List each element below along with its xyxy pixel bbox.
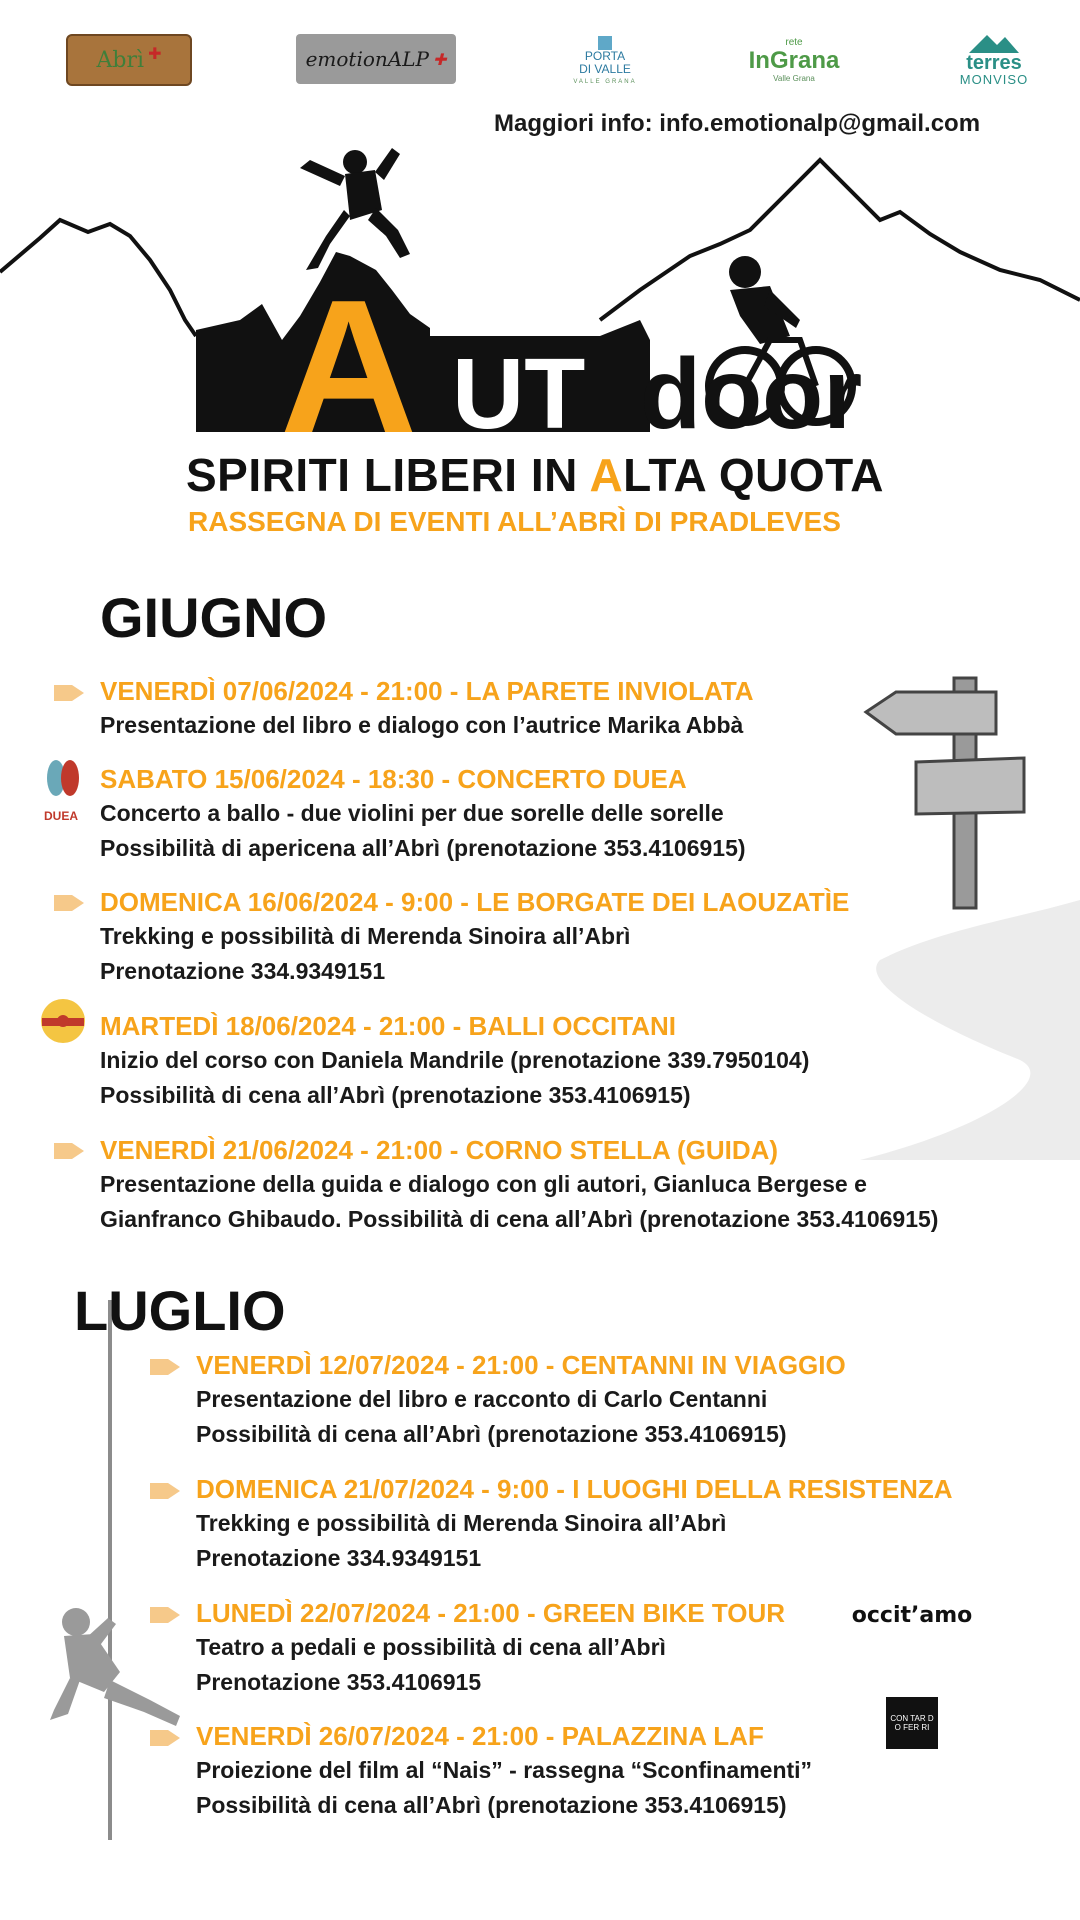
event-giugno-5 (100, 1133, 1080, 1237)
arrow-icon (150, 1481, 180, 1501)
porta-small: VALLE GRANA (573, 78, 637, 85)
ingrana-main: InGrana (748, 47, 840, 74)
event-desc-line: Possibilità di apericena all’Abrì (prenotazione 353.4106915) (100, 835, 746, 861)
title-ut: UT (452, 338, 586, 440)
tagline-part2: LTA QUOTA (623, 449, 885, 501)
hero-illustration (0, 140, 1080, 440)
mountain-icon (969, 33, 1019, 53)
event-giugno-3 (100, 885, 1080, 989)
event-giugno-1 (100, 674, 1080, 743)
tagline-highlight: A (589, 449, 624, 501)
mountain-ridge-left (0, 220, 196, 336)
event-desc-line: Gianfranco Ghibaudo. Possibilità di cena all’Abrì (prenotazione 353.4106915) (100, 1206, 939, 1232)
event-desc-line: Possibilità di cena all’Abrì (prenotazione 353.4106915) (196, 1421, 787, 1447)
terres-monviso-logo (952, 30, 1036, 90)
arrow-icon (150, 1357, 180, 1377)
month-luglio: LUGLIO (74, 1279, 286, 1342)
month-giugno: GIUGNO (100, 586, 328, 649)
event-title: SABATO 15/06/2024 - 18:30 - CONCERTO DUEA (100, 763, 687, 794)
cross-icon: ✚ (432, 49, 447, 69)
arrow-icon (54, 683, 84, 703)
event-desc-line: Presentazione della guida e dialogo con gli autori, Gianluca Bergese e (100, 1171, 867, 1197)
duea-logo-text: DUEA (44, 809, 79, 823)
arrow-icon (150, 1728, 180, 1748)
ingrana-sub: Valle Grana (773, 74, 815, 83)
duea-logo (40, 756, 86, 828)
abri-logo-text: Abrì (96, 47, 145, 73)
contardo-logo: CON TAR DO FER RI (886, 1697, 938, 1749)
event-desc-line: Concerto a ballo - due violini per due sorelle delle sorelle (100, 800, 724, 826)
climber-icon (50, 1608, 180, 1726)
event-desc-line: Presentazione del libro e racconto di Carlo Centanni (196, 1386, 768, 1412)
event-luglio-4 (196, 1719, 1080, 1823)
event-desc-line: Inizio del corso con Daniela Mandrile (prenotazione 339.7950104) (100, 1047, 810, 1073)
event-desc-line: Teatro a pedali e possibilità di cena all’Abrì (196, 1634, 666, 1660)
event-luglio-1 (196, 1348, 1080, 1452)
event-desc-line: Trekking e possibilità di Merenda Sinoira all’Abrì (196, 1510, 727, 1536)
cross-icon: ✚ (148, 43, 162, 63)
event-desc-line: Proiezione del film al “Nais” - rassegna “Sconfinamenti” (196, 1757, 813, 1783)
event-title: MARTEDÌ 18/06/2024 - 21:00 - BALLI OCCITANI (100, 1010, 676, 1041)
event-giugno-4 (100, 1009, 1080, 1113)
arrow-icon (54, 893, 84, 913)
tagline-part1: SPIRITI LIBERI IN (186, 449, 590, 501)
event-desc-line: Presentazione del libro e dialogo con l’autrice Marika Abbà (100, 712, 744, 738)
jumping-person-icon (300, 148, 410, 270)
flag-icon (595, 36, 615, 50)
occitamo-logo: occit’amo (851, 1602, 973, 1628)
subtitle: RASSEGNA DI EVENTI ALL’ABRÌ DI PRADLEVES (188, 506, 841, 537)
event-title: VENERDÌ 21/06/2024 - 21:00 - CORNO STELLA (GUIDA) (100, 1134, 779, 1165)
porta-line2: DI VALLE (579, 61, 631, 76)
porta-line1: PORTA (584, 48, 626, 63)
event-title: DOMENICA 21/07/2024 - 9:00 - I LUOGHI DELLA RESISTENZA (196, 1473, 953, 1504)
title-letter-a: A (280, 261, 418, 440)
event-desc-line: Trekking e possibilità di Merenda Sinoira all’Abrì (100, 923, 631, 949)
emotionalp-logo-text: emotionALP (305, 47, 429, 71)
mountain-ridge-right (600, 160, 1080, 320)
event-desc-line: Prenotazione 353.4106915 (196, 1669, 482, 1695)
event-title: DOMENICA 16/06/2024 - 9:00 - LE BORGATE DEI LAOUZATÌE (100, 886, 850, 917)
abri-logo (66, 34, 192, 86)
emotionalp-logo (296, 34, 456, 84)
event-giugno-2 (100, 762, 1080, 866)
event-desc-line: Prenotazione 334.9349151 (100, 958, 386, 984)
event-title: VENERDÌ 07/06/2024 - 21:00 - LA PARETE INVIOLATA (100, 675, 754, 706)
ingrana-top: rete (785, 37, 803, 48)
event-title: VENERDÌ 12/07/2024 - 21:00 - CENTANNI IN VIAGGIO (196, 1349, 846, 1380)
event-desc-line: Possibilità di cena all’Abrì (prenotazione 353.4106915) (196, 1792, 787, 1818)
porta-di-valle-logo (570, 34, 640, 90)
terres-sub: MONVISO (959, 72, 1029, 87)
event-desc-line: Prenotazione 334.9349151 (196, 1545, 482, 1571)
climber-rope-decoration (40, 1300, 190, 1840)
terres-main: terres (966, 52, 1022, 74)
event-title: VENERDÌ 26/07/2024 - 21:00 - PALAZZINA LAF (196, 1720, 764, 1751)
ingrana-logo (744, 30, 844, 90)
arrow-icon (150, 1605, 180, 1625)
event-luglio-2 (196, 1472, 1080, 1576)
arrow-icon (54, 1141, 84, 1161)
event-title: LUNEDÌ 22/07/2024 - 21:00 - GREEN BIKE TOUR (196, 1597, 786, 1628)
title-door: door (640, 338, 863, 440)
event-desc-line: Possibilità di cena all’Abrì (prenotazione 353.4106915) (100, 1082, 691, 1108)
balli-occitani-logo (40, 998, 86, 1044)
tagline (186, 448, 906, 502)
info-email: Maggiori info: info.emotionalp@gmail.com (494, 110, 981, 137)
